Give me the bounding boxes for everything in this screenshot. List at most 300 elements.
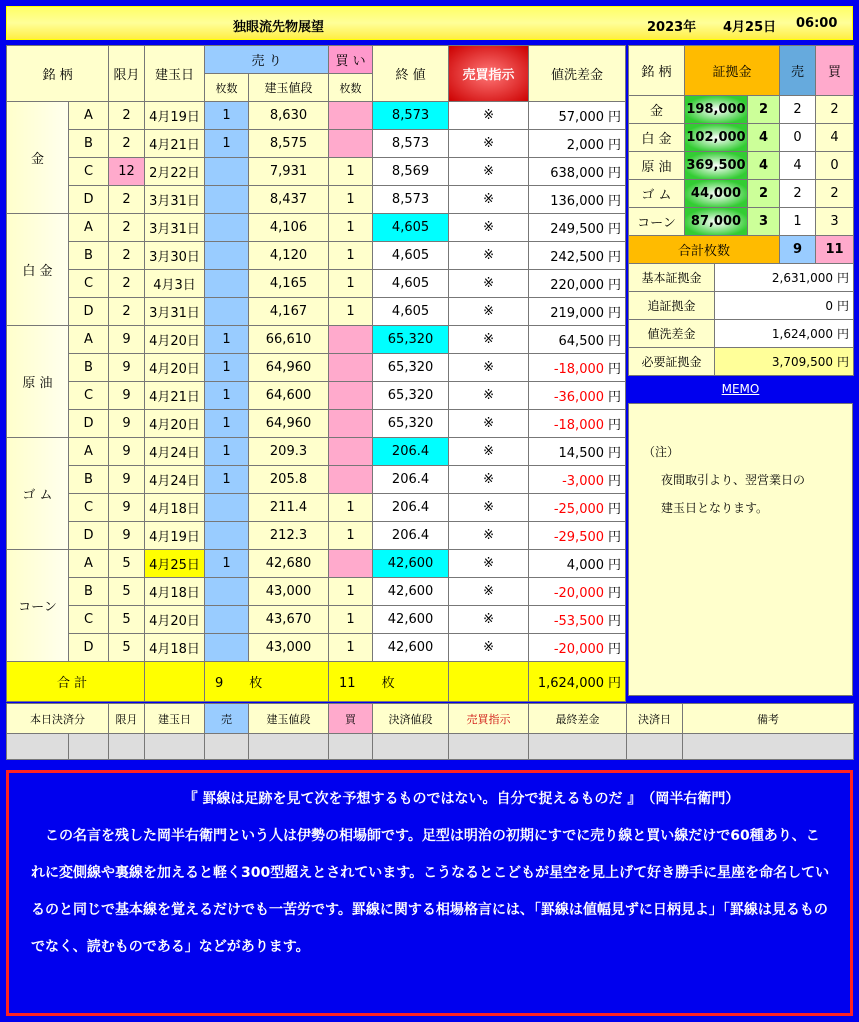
margin-brand: 白 金 — [629, 124, 685, 152]
diff-cell — [529, 634, 626, 662]
month-cell: 2 — [109, 270, 145, 298]
margin-brand: ゴ ム — [629, 180, 685, 208]
signal-cell: ※ — [449, 130, 529, 158]
title-date: 4月25日 — [723, 20, 777, 35]
sub-cell: D — [69, 298, 109, 326]
buy-qty-cell: 1 — [329, 522, 373, 550]
buy-qty-cell: 1 — [329, 578, 373, 606]
sell-qty-cell — [205, 606, 249, 634]
settle-cell — [529, 734, 627, 760]
diff-cell — [529, 270, 626, 298]
margin-row — [629, 96, 854, 124]
settle-header-price: 建玉値段 — [249, 704, 329, 734]
buy-qty-cell — [329, 102, 373, 130]
price-cell: 4,167 — [249, 298, 329, 326]
sub-cell: D — [69, 410, 109, 438]
close-cell: 4,605 — [373, 242, 449, 270]
margin-value: 369,500 — [685, 152, 748, 180]
sub-cell: B — [69, 354, 109, 382]
signal-header-button[interactable]: 売買指示 — [449, 46, 529, 102]
total-sell: 9 — [215, 676, 224, 691]
diff-value: -20,000 — [553, 586, 605, 601]
sell-qty-cell — [205, 298, 249, 326]
close-cell: 4,605 — [373, 270, 449, 298]
settle-header-final-diff: 最終差金 — [529, 704, 627, 734]
month-cell: 2 — [109, 242, 145, 270]
date-cell: 3月31日 — [145, 186, 205, 214]
total-yen: 円 — [608, 676, 622, 691]
diff-cell — [529, 606, 626, 634]
table-row — [7, 102, 626, 130]
signal-cell: ※ — [449, 550, 529, 578]
margin-value: 102,000 — [685, 124, 748, 152]
signal-cell: ※ — [449, 634, 529, 662]
sell-qty-cell — [205, 214, 249, 242]
quote-body: この名言を残した岡半右衛門という人は伊勢の相場師です。足型は明治の初期にすでに売り線と買い線だけで60種あり、これに変側線や裏線を加えると軽く300型超えとされています。こうなるとこどもが星空を見上げて好き勝手に星座を命名しているのと同じで基本線を覚えるだけでも一苦労です。罫線に関する相場格言には、「罫線は値幅見ずに日柄見よ」「罫線は見るものでなく、読むものである」などがあります。 — [31, 828, 830, 955]
sub-cell: A — [69, 326, 109, 354]
diff-value: -3,000 — [562, 474, 605, 489]
close-cell: 42,600 — [373, 550, 449, 578]
yen-unit: 円 — [608, 418, 622, 433]
diff-cell — [529, 354, 626, 382]
margin-buy: 0 — [816, 152, 854, 180]
diff-cell — [529, 438, 626, 466]
sell-qty-cell: 1 — [205, 410, 249, 438]
close-cell: 206.4 — [373, 466, 449, 494]
date-cell: 3月31日 — [145, 298, 205, 326]
margin-count: 4 — [748, 124, 780, 152]
margin-count: 4 — [748, 152, 780, 180]
price-cell: 42,680 — [249, 550, 329, 578]
date-cell: 4月19日 — [145, 522, 205, 550]
sell-qty-cell: 1 — [205, 102, 249, 130]
table-row — [7, 578, 626, 606]
settle-header-settle-date: 決済日 — [627, 704, 683, 734]
sell-qty-cell — [205, 186, 249, 214]
date-cell: 4月20日 — [145, 354, 205, 382]
sub-cell: A — [69, 102, 109, 130]
header-diff: 値洗差金 — [529, 46, 626, 102]
total-row — [7, 662, 626, 702]
sub-cell: B — [69, 578, 109, 606]
sub-cell: C — [69, 270, 109, 298]
settle-header-buy: 買 — [329, 704, 373, 734]
close-cell: 4,605 — [373, 214, 449, 242]
margin-total-row — [629, 292, 854, 320]
month-cell: 5 — [109, 550, 145, 578]
settle-header-remarks: 備考 — [683, 704, 854, 734]
buy-qty-cell — [329, 354, 373, 382]
yen-unit: 円 — [608, 558, 622, 573]
margin-buy: 2 — [816, 96, 854, 124]
buy-qty-cell: 1 — [329, 186, 373, 214]
date-cell: 4月18日 — [145, 494, 205, 522]
margin-total-value: 2,631,000 — [771, 271, 833, 285]
yen-unit: 円 — [608, 586, 622, 601]
month-cell: 2 — [109, 186, 145, 214]
yen-unit: 円 — [608, 138, 622, 153]
yen-unit: 円 — [608, 530, 622, 545]
buy-qty-cell: 1 — [329, 158, 373, 186]
close-cell: 8,569 — [373, 158, 449, 186]
sell-qty-cell — [205, 158, 249, 186]
sell-qty-cell: 1 — [205, 550, 249, 578]
settle-cell — [7, 734, 69, 760]
quote-title: 『 罫線は足跡を見て次を予想するものではない。自分で捉えるものだ 』 （岡半右衛門） — [183, 791, 740, 807]
header-date: 建玉日 — [145, 46, 205, 102]
yen-unit: 円 — [608, 250, 622, 265]
price-cell: 8,630 — [249, 102, 329, 130]
yen-unit: 円 — [836, 299, 849, 313]
close-cell: 4,605 — [373, 298, 449, 326]
settle-header-signal: 売買指示 — [449, 704, 529, 734]
margin-count: 2 — [748, 180, 780, 208]
sell-qty-cell — [205, 578, 249, 606]
sub-cell: D — [69, 522, 109, 550]
yen-unit: 円 — [608, 474, 622, 489]
sell-qty-cell: 1 — [205, 326, 249, 354]
margin-summary-table — [628, 45, 854, 264]
date-cell: 2月22日 — [145, 158, 205, 186]
month-cell: 5 — [109, 606, 145, 634]
margin-total-label: 値洗差金 — [629, 320, 715, 348]
close-cell: 8,573 — [373, 102, 449, 130]
total-buy-unit: 枚 — [381, 676, 395, 691]
yen-unit: 円 — [608, 642, 622, 657]
month-cell: 2 — [109, 214, 145, 242]
yen-unit: 円 — [608, 390, 622, 405]
margin-brand: コーン — [629, 208, 685, 236]
sub-cell: C — [69, 494, 109, 522]
buy-qty-cell — [329, 550, 373, 578]
diff-cell — [529, 158, 626, 186]
margin-total-value-cell — [715, 264, 854, 292]
buy-qty-cell — [329, 466, 373, 494]
price-cell: 64,960 — [249, 354, 329, 382]
table-row — [7, 494, 626, 522]
month-cell: 5 — [109, 578, 145, 606]
date-cell: 4月19日 — [145, 102, 205, 130]
margin-total-label: 基本証拠金 — [629, 264, 715, 292]
close-cell: 8,573 — [373, 130, 449, 158]
right-header-margin: 証拠金 — [685, 46, 780, 96]
buy-qty-cell: 1 — [329, 494, 373, 522]
sum-sell: 9 — [780, 236, 816, 264]
diff-cell — [529, 298, 626, 326]
settle-empty-row — [7, 734, 854, 760]
month-cell: 9 — [109, 354, 145, 382]
margin-total-value-cell — [715, 292, 854, 320]
yen-unit: 円 — [608, 222, 622, 237]
date-cell: 4月24日 — [145, 438, 205, 466]
buy-qty-cell: 1 — [329, 298, 373, 326]
date-cell: 4月24日 — [145, 466, 205, 494]
price-cell: 4,120 — [249, 242, 329, 270]
settle-header-today: 本日決済分 — [7, 704, 109, 734]
date-cell: 4月21日 — [145, 382, 205, 410]
sum-buy: 11 — [816, 236, 854, 264]
right-header-sell: 売 — [780, 46, 816, 96]
sell-qty-cell — [205, 522, 249, 550]
yen-unit: 円 — [608, 334, 622, 349]
table-row — [7, 438, 626, 466]
sell-qty-cell — [205, 634, 249, 662]
settle-header-sell: 売 — [205, 704, 249, 734]
settle-cell — [205, 734, 249, 760]
margin-brand: 原 油 — [629, 152, 685, 180]
date-cell: 4月25日 — [145, 550, 205, 578]
month-cell: 9 — [109, 438, 145, 466]
buy-qty-cell — [329, 410, 373, 438]
buy-qty-cell: 1 — [329, 634, 373, 662]
diff-value: -53,500 — [553, 614, 605, 629]
settle-cell — [145, 734, 205, 760]
diff-value: 14,500 — [558, 446, 605, 461]
close-cell: 65,320 — [373, 354, 449, 382]
diff-cell — [529, 102, 626, 130]
positions-table — [6, 45, 626, 702]
margin-total-value-cell — [715, 320, 854, 348]
table-row — [7, 186, 626, 214]
right-header-buy: 買 — [816, 46, 854, 96]
yen-unit: 円 — [608, 614, 622, 629]
signal-cell: ※ — [449, 494, 529, 522]
margin-total-row — [629, 320, 854, 348]
month-cell: 2 — [109, 298, 145, 326]
settle-header-settle-price: 決済値段 — [373, 704, 449, 734]
sell-qty-cell: 1 — [205, 382, 249, 410]
month-cell: 9 — [109, 326, 145, 354]
date-cell: 3月31日 — [145, 214, 205, 242]
date-cell: 4月18日 — [145, 634, 205, 662]
diff-value: -25,000 — [553, 502, 605, 517]
sub-cell: B — [69, 466, 109, 494]
title-time: 06:00 — [796, 16, 838, 31]
brand-cell: 原 油 — [7, 326, 69, 438]
table-row — [7, 354, 626, 382]
sub-cell: C — [69, 606, 109, 634]
date-cell: 4月21日 — [145, 130, 205, 158]
yen-unit: 円 — [836, 327, 849, 341]
diff-value: 220,000 — [550, 278, 605, 293]
diff-cell — [529, 242, 626, 270]
price-cell: 8,437 — [249, 186, 329, 214]
diff-value: 638,000 — [550, 166, 605, 181]
sub-cell: C — [69, 158, 109, 186]
buy-qty-cell — [329, 382, 373, 410]
price-cell: 4,106 — [249, 214, 329, 242]
price-cell: 64,960 — [249, 410, 329, 438]
margin-brand: 金 — [629, 96, 685, 124]
table-row — [7, 382, 626, 410]
table-row — [7, 410, 626, 438]
diff-value: -18,000 — [553, 418, 605, 433]
yen-unit: 円 — [608, 278, 622, 293]
table-row — [7, 466, 626, 494]
memo-line-2: 建玉日となります。 — [661, 501, 769, 515]
margin-total-row — [629, 264, 854, 292]
margin-row — [629, 208, 854, 236]
memo-link[interactable]: MEMO — [721, 382, 760, 396]
sub-cell: A — [69, 214, 109, 242]
signal-cell: ※ — [449, 102, 529, 130]
header-close: 終 値 — [373, 46, 449, 102]
sub-cell: B — [69, 242, 109, 270]
memo-panel — [628, 403, 853, 696]
margin-sell: 2 — [780, 96, 816, 124]
signal-cell: ※ — [449, 522, 529, 550]
diff-cell — [529, 186, 626, 214]
month-cell: 9 — [109, 410, 145, 438]
signal-cell: ※ — [449, 326, 529, 354]
margin-value: 87,000 — [685, 208, 748, 236]
month-cell: 5 — [109, 634, 145, 662]
close-cell: 206.4 — [373, 438, 449, 466]
yen-unit: 円 — [608, 362, 622, 377]
margin-sell: 0 — [780, 124, 816, 152]
close-cell: 42,600 — [373, 606, 449, 634]
month-cell: 9 — [109, 382, 145, 410]
sell-qty-cell — [205, 270, 249, 298]
month-cell: 2 — [109, 130, 145, 158]
margin-total-label: 必要証拠金 — [629, 348, 715, 376]
margin-buy: 2 — [816, 180, 854, 208]
date-cell: 3月30日 — [145, 242, 205, 270]
diff-cell — [529, 130, 626, 158]
signal-cell: ※ — [449, 438, 529, 466]
margin-total-value-cell — [715, 348, 854, 376]
signal-cell: ※ — [449, 466, 529, 494]
yen-unit: 円 — [608, 194, 622, 209]
settle-cell — [373, 734, 449, 760]
page-title: 独眼流先物展望 — [233, 20, 325, 35]
price-cell: 43,000 — [249, 634, 329, 662]
total-diff: 1,624,000 — [537, 676, 605, 691]
table-row — [7, 242, 626, 270]
table-row — [7, 634, 626, 662]
table-row — [7, 606, 626, 634]
close-cell: 8,573 — [373, 186, 449, 214]
sub-cell: D — [69, 186, 109, 214]
yen-unit: 円 — [608, 502, 622, 517]
price-cell: 43,000 — [249, 578, 329, 606]
diff-value: -18,000 — [553, 362, 605, 377]
diff-value: -29,500 — [553, 530, 605, 545]
diff-cell — [529, 382, 626, 410]
signal-cell: ※ — [449, 186, 529, 214]
sell-qty-cell — [205, 494, 249, 522]
header-sell-price: 建玉値段 — [249, 74, 329, 102]
margin-buy: 4 — [816, 124, 854, 152]
yen-unit: 円 — [836, 271, 849, 285]
sell-qty-cell: 1 — [205, 130, 249, 158]
margin-value: 198,000 — [685, 96, 748, 124]
margin-value: 44,000 — [685, 180, 748, 208]
brand-cell: 白 金 — [7, 214, 69, 326]
total-buy: 11 — [339, 676, 356, 691]
signal-cell: ※ — [449, 410, 529, 438]
date-cell: 4月18日 — [145, 578, 205, 606]
diff-cell — [529, 522, 626, 550]
close-cell: 65,320 — [373, 410, 449, 438]
sub-cell: A — [69, 438, 109, 466]
header-month: 限月 — [109, 46, 145, 102]
date-cell: 4月20日 — [145, 606, 205, 634]
margin-sell: 4 — [780, 152, 816, 180]
diff-value: 4,000 — [566, 558, 605, 573]
close-cell: 42,600 — [373, 578, 449, 606]
diff-value: 64,500 — [558, 334, 605, 349]
quote-box — [6, 770, 853, 1016]
diff-cell — [529, 494, 626, 522]
settle-cell — [627, 734, 683, 760]
header-sell: 売 り — [205, 46, 329, 74]
sell-qty-cell: 1 — [205, 466, 249, 494]
signal-cell: ※ — [449, 158, 529, 186]
memo-note: （注） — [643, 445, 680, 459]
month-cell: 9 — [109, 466, 145, 494]
margin-count: 3 — [748, 208, 780, 236]
close-cell: 206.4 — [373, 522, 449, 550]
price-cell: 66,610 — [249, 326, 329, 354]
diff-value: -36,000 — [553, 390, 605, 405]
price-cell: 209.3 — [249, 438, 329, 466]
sell-qty-cell: 1 — [205, 438, 249, 466]
brand-cell: ゴ ム — [7, 438, 69, 550]
close-cell: 65,320 — [373, 326, 449, 354]
price-cell: 7,931 — [249, 158, 329, 186]
right-header-brand: 銘 柄 — [629, 46, 685, 96]
date-cell: 4月3日 — [145, 270, 205, 298]
margin-row — [629, 152, 854, 180]
margin-buy: 3 — [816, 208, 854, 236]
table-row — [7, 158, 626, 186]
header-brand: 銘 柄 — [7, 46, 109, 102]
signal-cell: ※ — [449, 214, 529, 242]
price-cell: 211.4 — [249, 494, 329, 522]
price-cell: 205.8 — [249, 466, 329, 494]
margin-sell: 2 — [780, 180, 816, 208]
signal-cell: ※ — [449, 270, 529, 298]
brand-cell: コーン — [7, 550, 69, 662]
buy-qty-cell — [329, 130, 373, 158]
date-cell: 4月20日 — [145, 326, 205, 354]
title-bar — [6, 6, 853, 40]
settle-cell — [69, 734, 109, 760]
table-row — [7, 550, 626, 578]
diff-value: 2,000 — [566, 138, 605, 153]
margin-total-value: 1,624,000 — [771, 327, 833, 341]
table-row — [7, 326, 626, 354]
table-row — [7, 522, 626, 550]
title-year: 2023年 — [647, 20, 697, 35]
settle-cell — [109, 734, 145, 760]
month-cell: 9 — [109, 494, 145, 522]
margin-total-label: 追証拠金 — [629, 292, 715, 320]
price-cell: 212.3 — [249, 522, 329, 550]
header-sell-qty: 枚数 — [205, 74, 249, 102]
sum-label: 合計枚数 — [629, 236, 780, 264]
buy-qty-cell: 1 — [329, 242, 373, 270]
buy-qty-cell — [329, 326, 373, 354]
month-cell: 9 — [109, 522, 145, 550]
settlement-table — [6, 703, 854, 760]
close-cell: 65,320 — [373, 382, 449, 410]
yen-unit: 円 — [836, 355, 849, 369]
brand-cell: 金 — [7, 102, 69, 214]
price-cell: 8,575 — [249, 130, 329, 158]
table-row — [7, 214, 626, 242]
